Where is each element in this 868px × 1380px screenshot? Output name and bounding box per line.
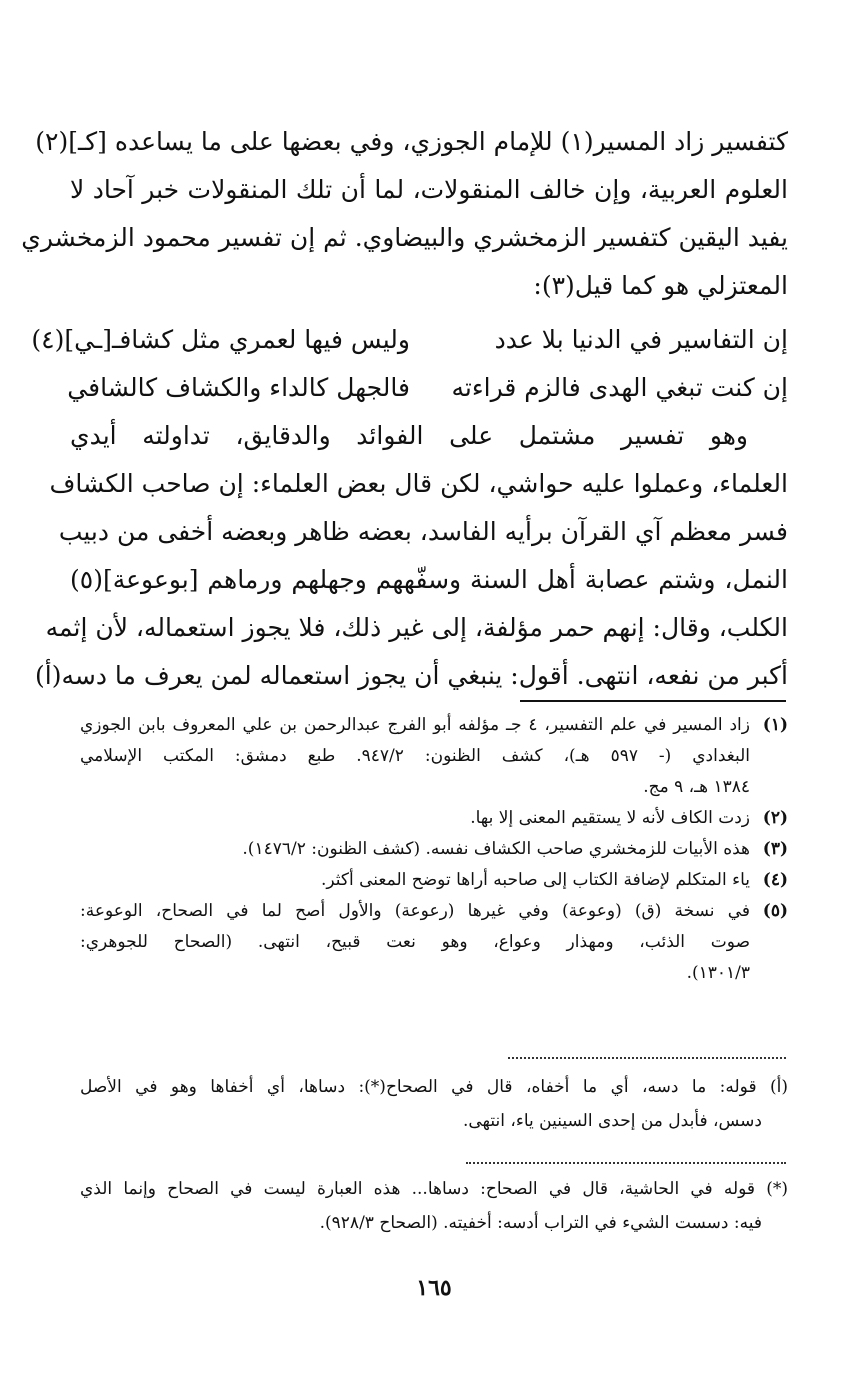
verse-first-hemistich: إن كنت تبغي الهدى فالزم قراءته [451, 373, 788, 402]
margin-note-line: دسس، فأبدل من إحدى السينين ياء، انتهى. [462, 1111, 762, 1131]
verse-second-hemistich: وليس فيها لعمري مثل كشافـ[ـي](٤) [31, 325, 410, 354]
footnote-number: (٤) [762, 870, 788, 890]
footnote-line: زدت الكاف لأنه لا يستقيم المعنى إلا بها. [470, 808, 750, 828]
footnote-number: (٣) [762, 839, 788, 859]
main-line: الكلب، وقال: إنهم حمر مؤلفة، إلى غير ذلك، فلا يجوز استعماله، لأن إثمه [45, 613, 788, 642]
dotted-separator [466, 1162, 786, 1164]
footnote [80, 710, 788, 803]
footnote [80, 896, 788, 989]
footnote-body [80, 865, 750, 896]
footnote [80, 803, 788, 834]
main-line: أكبر من نفعه، انتهى. أقول: ينبغي أن يجوز استعماله لمن يعرف ما دسه(أ) [35, 661, 788, 690]
footnote-line: في نسخة (ق) (وعوعة) وفي غيرها (رعوعة) والأول أصح لما في الصحاح، الوعوعة: [80, 901, 750, 921]
main-line: العلوم العربية، وإن خالف المنقولات، لما أن تلك المنقولات خبر آحاد لا [70, 175, 788, 204]
main-text [21, 118, 788, 700]
main-line: فسر معظم آي القرآن برأيه الفاسد، بعضه ظاهر وبعضه أخفى من دبيب [58, 517, 788, 546]
footnote [80, 865, 788, 896]
main-line: العلماء، وعملوا عليه حواشي، لكن قال بعض العلماء: إن صاحب الكشاف [49, 469, 788, 498]
sub-note-line: فيه: دسست الشيء في التراب أدسه: أخفيته. (الصحاح ٩٢٨/٣). [319, 1213, 762, 1233]
footnote-line: ١٣٠١/٣). [686, 963, 750, 983]
footnote-line: البغدادي (- ٥٩٧ هـ)، كشف الظنون: ٩٤٧/٢. طبع دمشق: المكتب الإسلامي [80, 746, 750, 766]
footnote-number: (١) [762, 715, 788, 735]
verse-second-hemistich: فالجهل كالداء والكشاف كالشافي [67, 373, 410, 402]
verse-line [31, 316, 788, 364]
main-line: يفيد اليقين كتفسير الزمخشري والبيضاوي. ثم إن تفسير محمود الزمخشري [21, 223, 788, 252]
footnote-body [80, 803, 750, 834]
footnote-number: (٢) [762, 808, 788, 828]
footnote-number: (٥) [762, 901, 788, 921]
sub-note [80, 1172, 788, 1240]
margin-note-line: (أ) قوله: ما دسه، أي ما أخفاه، قال في الصحاح(*): دساها، أي أخفاها وهو في الأصل [80, 1077, 788, 1097]
footnote-body [80, 710, 750, 803]
footnote-line: صوت الذئب، ومهذار وعواع، وهو نعت قبيح، انتهى. (الصحاح للجوهري: [80, 932, 750, 952]
footnote-body [80, 896, 750, 989]
page-number: ١٦٥ [416, 1275, 452, 1301]
main-line: المعتزلي هو كما قيل(٣): [533, 271, 788, 300]
footnote-line: ياء المتكلم لإضافة الكتاب إلى صاحبه أراها توضح المعنى أكثر. [320, 870, 750, 890]
main-line: كتفسير زاد المسير(١) للإمام الجوزي، وفي بعضها على ما يساعده [كـ](٢) [35, 127, 788, 156]
footnote-line: زاد المسير في علم التفسير، ٤ جـ مؤلفه أبو الفرج عبدالرحمن بن علي المعروف بابن الجوزي [80, 715, 750, 735]
verse-line [67, 364, 788, 412]
main-line: وهو تفسير مشتمل على الفوائد والدقايق، تداولته أيدي [70, 421, 748, 450]
dotted-separator [508, 1057, 786, 1059]
sub-note-line: (*) قوله في الحاشية، قال في الصحاح: دساها... هذه العبارة ليست في الصحاح وإنما الذي [80, 1179, 788, 1199]
footnote-line: هذه الأبيات للزمخشري صاحب الكشاف نفسه. (كشف الظنون: ١٤٧٦/٢). [242, 839, 750, 859]
footnote-body [80, 834, 750, 865]
footnotes [80, 710, 788, 989]
verse-first-hemistich: إن التفاسير في الدنيا بلا عدد [494, 325, 788, 354]
footnote-separator [520, 700, 786, 702]
main-line: النمل، وشتم عصابة أهل السنة وسفّههم وجهلهم ورماهم [بوعوعة](٥) [70, 565, 788, 594]
footnote-line: ١٣٨٤ هـ، ٩ مج. [643, 777, 750, 797]
margin-note [80, 1070, 788, 1138]
footnote [80, 834, 788, 865]
